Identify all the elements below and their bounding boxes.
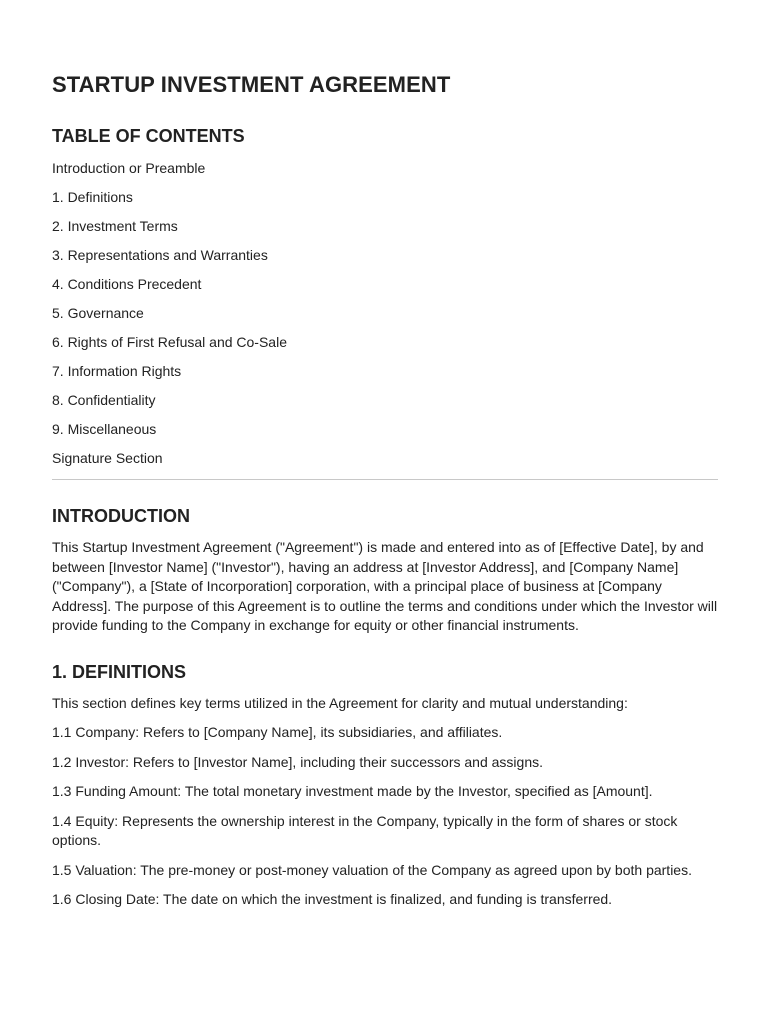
section-divider <box>52 479 718 480</box>
definition-valuation: 1.5 Valuation: The pre-money or post-money valuation of the Company as agreed upon by both parties. <box>52 861 692 878</box>
definitions-heading: 1. DEFINITIONS <box>52 661 187 682</box>
toc-item-governance: 5. Governance <box>52 305 144 321</box>
toc-item-signature: Signature Section <box>52 450 163 466</box>
toc-item-confidentiality: 8. Confidentiality <box>52 392 156 408</box>
document-content <box>52 70 718 910</box>
toc-item-definitions: 1. Definitions <box>52 189 133 205</box>
toc-list <box>52 160 718 467</box>
toc-heading: TABLE OF CONTENTS <box>52 126 245 146</box>
toc-item-introduction: Introduction or Preamble <box>52 160 206 176</box>
introduction-text: This Startup Investment Agreement ("Agreement") is made and entered into as of [Effective Date], by and between [Investor Name] ("Investor"), having an address at [Investor Address], and [Company Name] ("Company"), a [State of Incorporation] corporation, with a principal place of business at [Company Address]. The purpose of this Agreement is to outline the terms and conditions under which the Investor will provide funding to the Company in exchange for equity or other financial instruments. <box>52 539 718 633</box>
definitions-intro: This section defines key terms utilized in the Agreement for clarity and mutual understanding: <box>52 694 628 711</box>
toc-item-representations: 3. Representations and Warranties <box>52 247 268 263</box>
definition-company: 1.1 Company: Refers to [Company Name], its subsidiaries, and affiliates. <box>52 724 503 740</box>
toc-item-information-rights: 7. Information Rights <box>52 363 182 379</box>
toc-item-conditions-precedent: 4. Conditions Precedent <box>52 276 202 292</box>
toc-item-miscellaneous: 9. Miscellaneous <box>52 421 157 437</box>
document-title: STARTUP INVESTMENT AGREEMENT <box>52 72 451 97</box>
definition-investor: 1.2 Investor: Refers to [Investor Name], including their successors and assigns. <box>52 753 544 770</box>
toc-item-first-refusal: 6. Rights of First Refusal and Co-Sale <box>52 334 287 350</box>
toc-item-investment-terms: 2. Investment Terms <box>52 218 178 234</box>
definition-equity: 1.4 Equity: Represents the ownership interest in the Company, typically in the form of shares or stock options. <box>52 812 678 848</box>
introduction-heading: INTRODUCTION <box>52 506 190 526</box>
definition-closing-date: 1.6 Closing Date: The date on which the investment is finalized, and funding is transferred. <box>52 891 613 907</box>
definition-funding-amount: 1.3 Funding Amount: The total monetary investment made by the Investor, specified as [Amount]. <box>52 783 653 799</box>
